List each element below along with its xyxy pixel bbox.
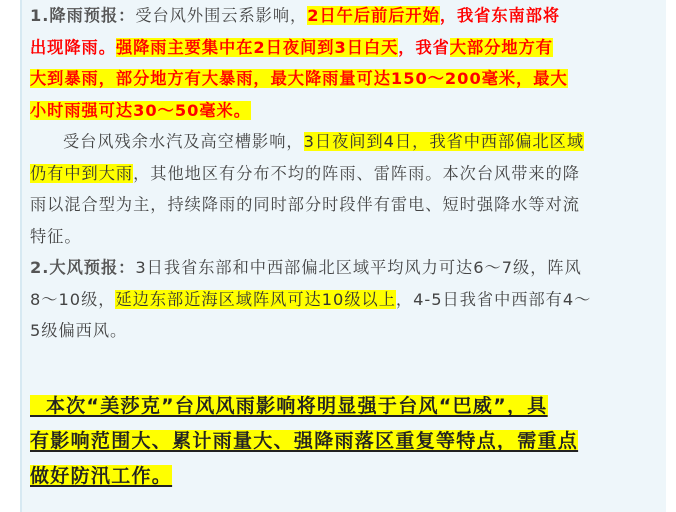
- conclusion-line-1: [30, 389, 660, 424]
- rain-line-6: [30, 158, 660, 190]
- section-number: 1.: [30, 6, 50, 25]
- highlighted-text: 大部分地方有: [449, 37, 553, 57]
- section-gap: [30, 347, 660, 389]
- text-run: ，其他地区有分布不均的阵雨、雷阵雨。本次台风带来的降: [133, 163, 580, 183]
- rain-line-3: [30, 63, 660, 95]
- conclusion-text: 做好防汛工作。: [30, 464, 173, 487]
- wind-forecast-section: [30, 252, 660, 347]
- conclusion-line-3: [30, 459, 660, 494]
- highlighted-text: 小时雨强可达30～50毫米。: [30, 100, 251, 120]
- text-run: 受台风残余水汽及高空槽影响，: [63, 132, 304, 151]
- text-run: 5级偏西风。: [30, 321, 128, 340]
- conclusion-text: 有影响范围大、累计雨量大、强降雨落区重复等特点，需重点: [30, 429, 579, 452]
- rain-line-4: [30, 95, 660, 127]
- text-run: 受台风外围云系影响，: [135, 6, 308, 25]
- text-run: 8～10级，: [30, 289, 116, 309]
- conclusion-block: [30, 389, 660, 494]
- emphasis-text: ，我省: [398, 37, 450, 57]
- conclusion-line-2: [30, 424, 660, 459]
- text-run: 特征。: [30, 226, 82, 246]
- highlighted-text: 大到暴雨，部分地方有大暴雨，最大降雨量可达150～200毫米，最大: [30, 69, 568, 88]
- rain-line-2: [30, 32, 660, 64]
- rain-line-8: [30, 221, 660, 253]
- wind-line-2: [30, 284, 660, 316]
- text-run: ，4-5日我省中西部有4～: [395, 289, 592, 309]
- highlighted-text: 3日夜间到4日，我省中西部偏北区域: [303, 132, 585, 151]
- article-content: [30, 0, 660, 494]
- emphasis-text: 出现降雨。: [30, 37, 116, 57]
- conclusion-text: 本次“美莎克”台风风雨影响将明显强于台风“巴威”，具: [30, 394, 548, 417]
- text-run: 3日我省东部和中西部偏北区域平均风力可达6～7级，阵风: [135, 258, 582, 277]
- wind-line-1: [30, 252, 660, 284]
- section-heading: 降雨预报：: [49, 6, 136, 25]
- text-run: 雨以混合型为主，持续降雨的同时部分时段伴有雷电、短时强降水等对流: [30, 195, 580, 214]
- rain-line-7: [30, 189, 660, 221]
- highlighted-text: 2日午后前后开始: [307, 6, 440, 25]
- rain-forecast-section: [30, 0, 660, 252]
- rain-line-1: [30, 0, 660, 32]
- emphasis-text: ，我省东南部将: [439, 6, 561, 25]
- highlighted-text: 延边东部近海区域阵风可达10级以上: [115, 289, 396, 309]
- section-number: 2.: [30, 258, 50, 277]
- rain-line-5: [30, 126, 660, 158]
- highlighted-text: 仍有中到大雨: [30, 163, 134, 183]
- section-heading: 大风预报：: [49, 258, 136, 277]
- highlighted-text: 强降雨主要集中在2日夜间到3日白天: [115, 37, 399, 57]
- wind-line-3: [30, 315, 660, 347]
